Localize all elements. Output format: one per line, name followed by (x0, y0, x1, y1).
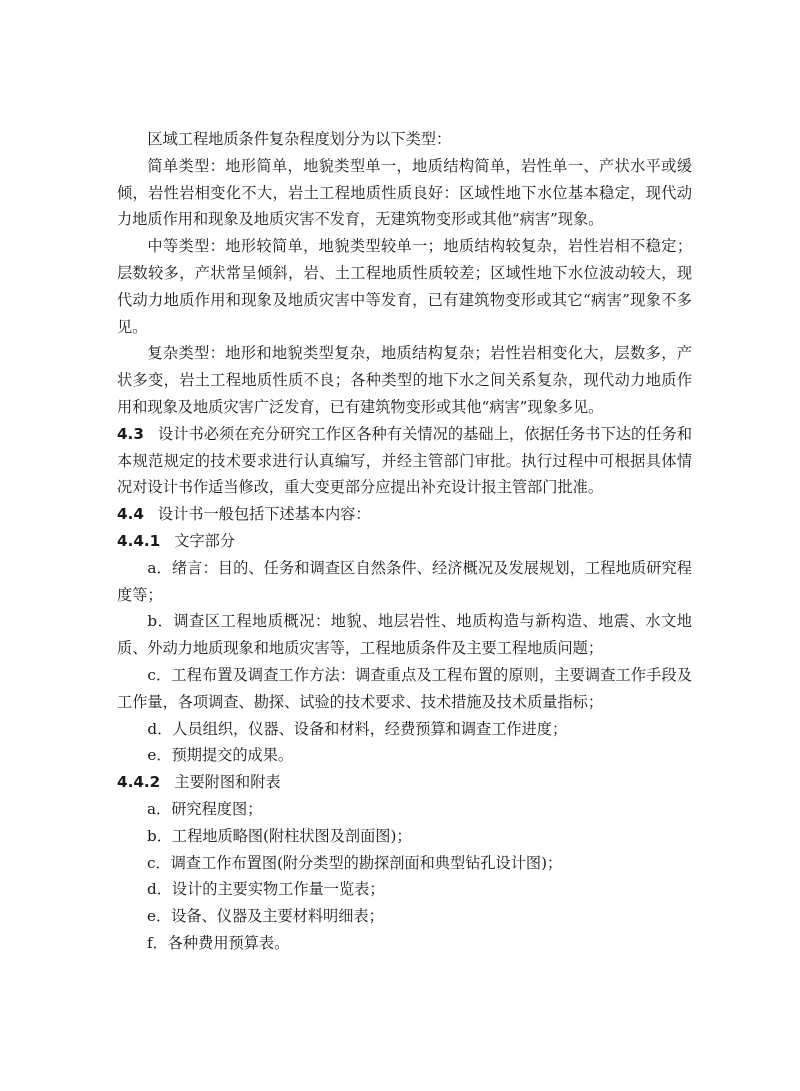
section-number: 4.4.2 (117, 773, 161, 792)
list-item: c．调查工作布置图(附分类型的勘探剖面和典型钻孔设计图)； (147, 853, 563, 872)
list-item: c．工程布置及调查工作方法：调查重点及工程布置的原则，主要调查工作手段及工作量，各项调查、勘探、试验的技术要求、技术措施及技术质量指标； (117, 665, 692, 711)
list-item: a．研究程度图； (147, 799, 263, 818)
paragraph-intro: 区域工程地质条件复杂程度划分为以下类型： (147, 130, 452, 148)
list-item: d．人员组织，仪器、设备和材料，经费预算和调查工作进度； (147, 719, 568, 738)
section-4-3 (117, 421, 692, 501)
list-item: f．各种费用预算表。 (147, 933, 290, 952)
section-text: 设计书必须在充分研究工作区各种有关情况的基础上，依据任务书下达的任务和本规范规定的技术要求进行认真编写，并经主管部门审批。执行过程中可根据具体情况对设计书作适当修改，重大变更部分应提出补充设计报主管部门批准。 (117, 424, 692, 497)
list-item: b．工程地质略图(附柱状图及剖面图)； (147, 826, 412, 845)
footer-watermark (360, 1078, 450, 1091)
document-body (117, 126, 692, 957)
section-title: 主要附图和附表 (174, 773, 281, 792)
paragraph-medium-type: 中等类型：地形较简单，地貌类型较单一；地质结构较复杂，岩性岩相不稳定；层数较多，产状常呈倾斜，岩、土工程地质性质较差；区域性地下水位波动较大，现代动力地质作用和现象及地质灾害中等发育，已有建筑物变形或其它“病害”现象不多见。 (117, 237, 692, 336)
section-title: 文字部分 (174, 531, 235, 550)
section-text: 设计书一般包括下述基本内容： (157, 505, 371, 524)
section-4-4 (117, 501, 692, 528)
paragraph-complex-type: 复杂类型：地形和地貌类型复杂，地质结构复杂；岩性岩相变化大，层数多，产状多变，岩土工程地质性质不良；各种类型的地下水之间关系复杂，现代动力地质作用和现象及地质灾害广泛发育，已有建筑物变形或其他“病害”现象多见。 (117, 344, 692, 416)
list-item: e．设备、仪器及主要材料明细表； (147, 907, 384, 926)
list-item: b．调查区工程地质概况：地貌、地层岩性、地质构造与新构造、地震、水文地质、外动力地质现象和地质灾害等，工程地质条件及主要工程地质问题； (117, 612, 692, 658)
list-item: a．绪言：目的、任务和调查区自然条件、经济概况及发展规划，工程地质研究程度等； (117, 558, 692, 604)
section-4-4-2-heading (117, 769, 692, 796)
paragraph-simple-type: 简单类型：地形简单，地貌类型单一，地质结构简单，岩性单一、产状水平或缓倾，岩性岩相变化不大，岩土工程地质性质良好：区域性地下水位基本稳定，现代动力地质作用和现象及地质灾害不发育，无建筑物变形或其他“病害”现象。 (117, 156, 692, 229)
list-item: e．预期提交的成果。 (147, 746, 294, 765)
section-number: 4.4.1 (117, 531, 161, 550)
section-4-4-1-heading (117, 528, 692, 555)
section-number: 4.3 (117, 424, 144, 443)
list-item: d．设计的主要实物工作量一览表； (147, 880, 385, 899)
section-number: 4.4 (117, 505, 144, 524)
